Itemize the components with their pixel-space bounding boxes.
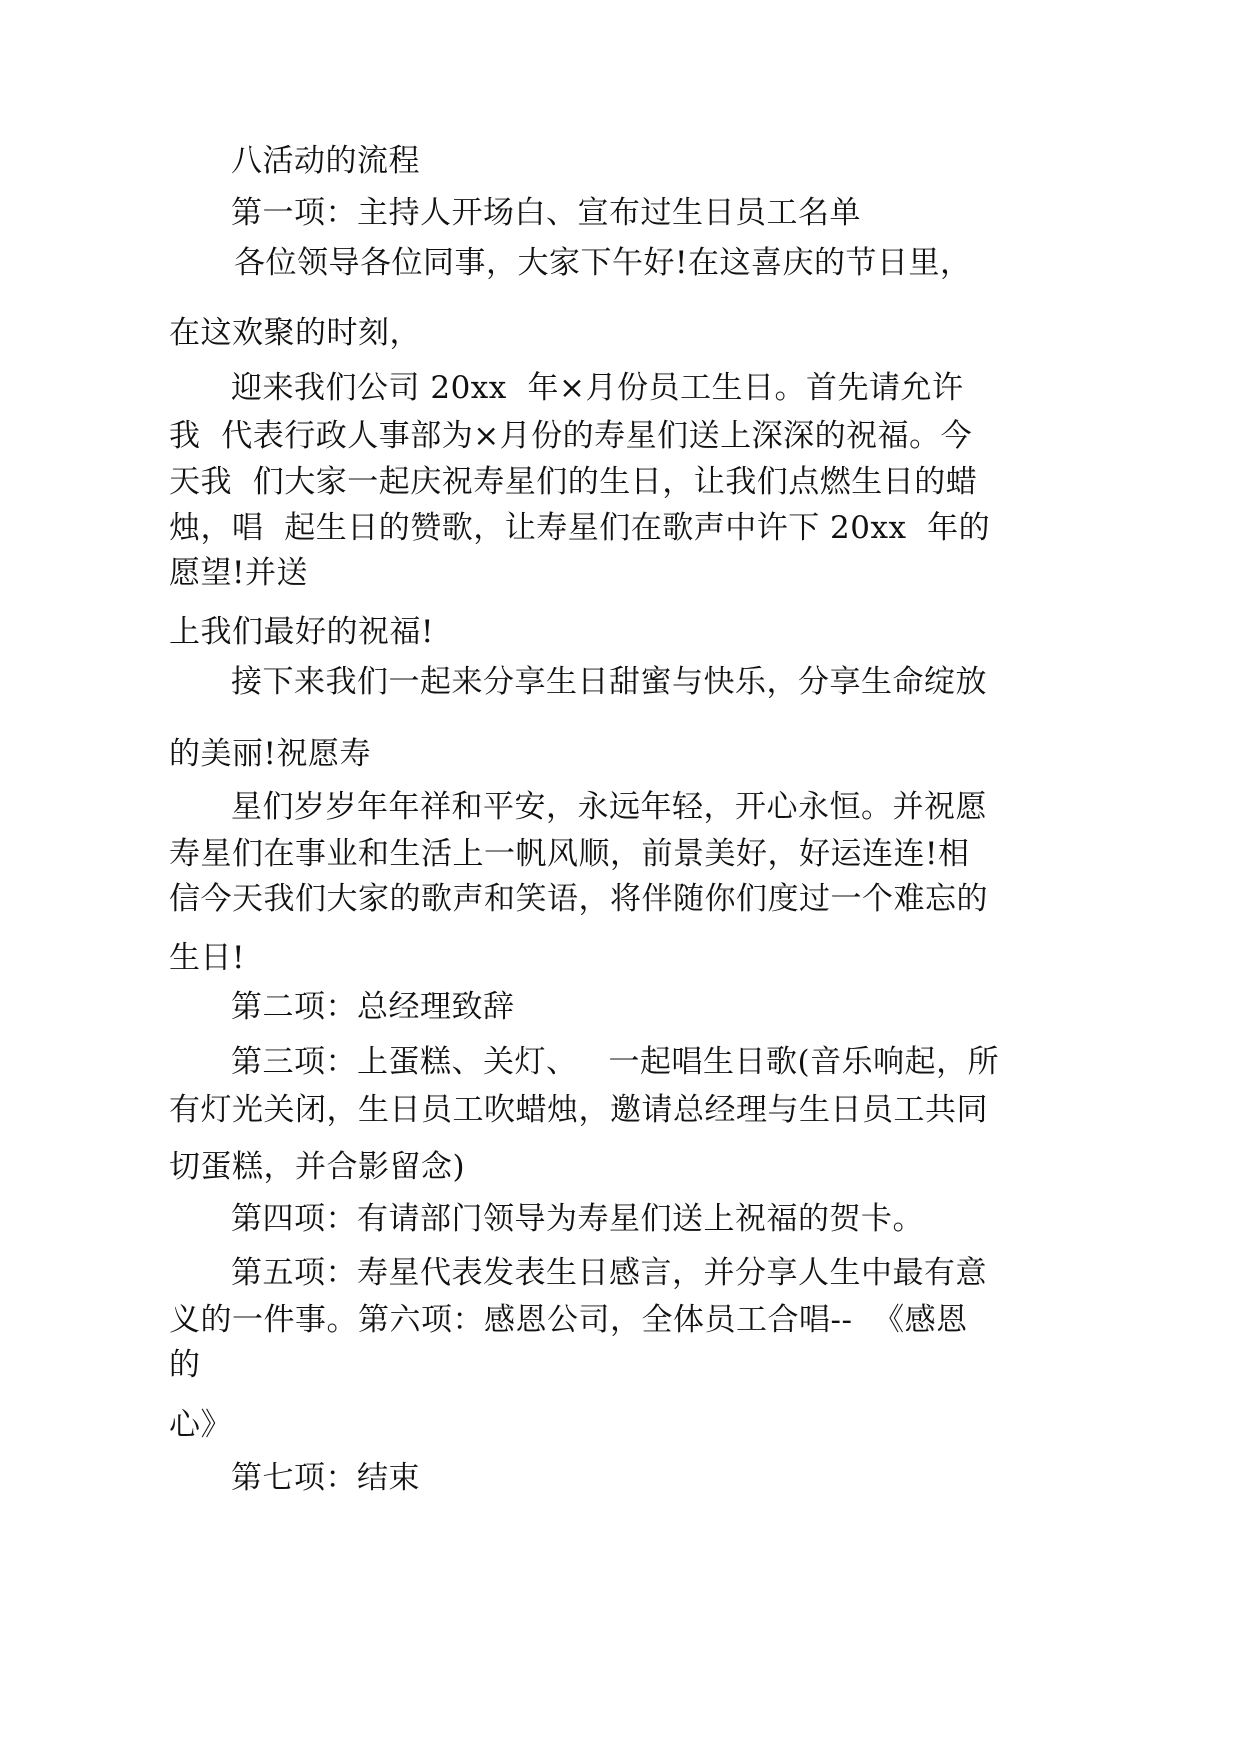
- paragraph-line: 迎来我们公司 20xx 年×月份员工生日。首先请允许: [231, 370, 964, 406]
- paragraph-line: 愿望!并送: [169, 555, 308, 591]
- paragraph-line: 上我们最好的祝福!: [169, 614, 434, 650]
- paragraph-line: 星们岁岁年年祥和平安，永远年轻，开心永恒。并祝愿: [231, 789, 987, 825]
- paragraph-line: 有灯光关闭，生日员工吹蜡烛，邀请总经理与生日员工共同: [169, 1092, 988, 1128]
- agenda-item-2: 第二项：总经理致辞: [231, 989, 515, 1025]
- paragraph-line: 生日!: [169, 940, 245, 976]
- paragraph-line: 信今天我们大家的歌声和笑语，将伴随你们度过一个难忘的: [169, 881, 988, 917]
- paragraph-line: 各位领导各位同事，大家下午好!在这喜庆的节日里，: [234, 245, 972, 281]
- paragraph-line: 在这欢聚的时刻，: [169, 315, 421, 351]
- paragraph-line: 我 代表行政人事部为×月份的寿星们送上深深的祝福。今: [169, 418, 973, 454]
- paragraph-line: 心》: [169, 1407, 232, 1443]
- agenda-item-5: 第五项：寿星代表发表生日感言，并分享人生中最有意: [231, 1255, 987, 1291]
- paragraph-line: 天我 们大家一起庆祝寿星们的生日，让我们点燃生日的蜡: [169, 464, 978, 500]
- agenda-item-3: 第三项：上蛋糕、关灯、 一起唱生日歌(音乐响起，所: [231, 1044, 1000, 1080]
- paragraph-line: 烛，唱 起生日的赞歌，让寿星们在歌声中许下 20xx 年的: [169, 510, 991, 546]
- paragraph-line: 切蛋糕，并合影留念): [169, 1149, 466, 1185]
- agenda-item-1: 第一项：主持人开场白、宣布过生日员工名单: [231, 195, 861, 231]
- paragraph-line: 接下来我们一起来分享生日甜蜜与快乐，分享生命绽放: [231, 664, 987, 700]
- agenda-item-7: 第七项：结束: [231, 1460, 420, 1496]
- paragraph-line: 寿星们在事业和生活上一帆风顺，前景美好，好运连连!相: [169, 836, 970, 872]
- paragraph-line: 的: [169, 1347, 201, 1383]
- agenda-item-4: 第四项：有请部门领导为寿星们送上祝福的贺卡。: [231, 1201, 924, 1237]
- paragraph-line: 义的一件事。第六项：感恩公司，全体员工合唱-- 《感恩: [169, 1302, 968, 1338]
- section-heading: 八活动的流程: [231, 143, 420, 179]
- paragraph-line: 的美丽!祝愿寿: [169, 736, 371, 772]
